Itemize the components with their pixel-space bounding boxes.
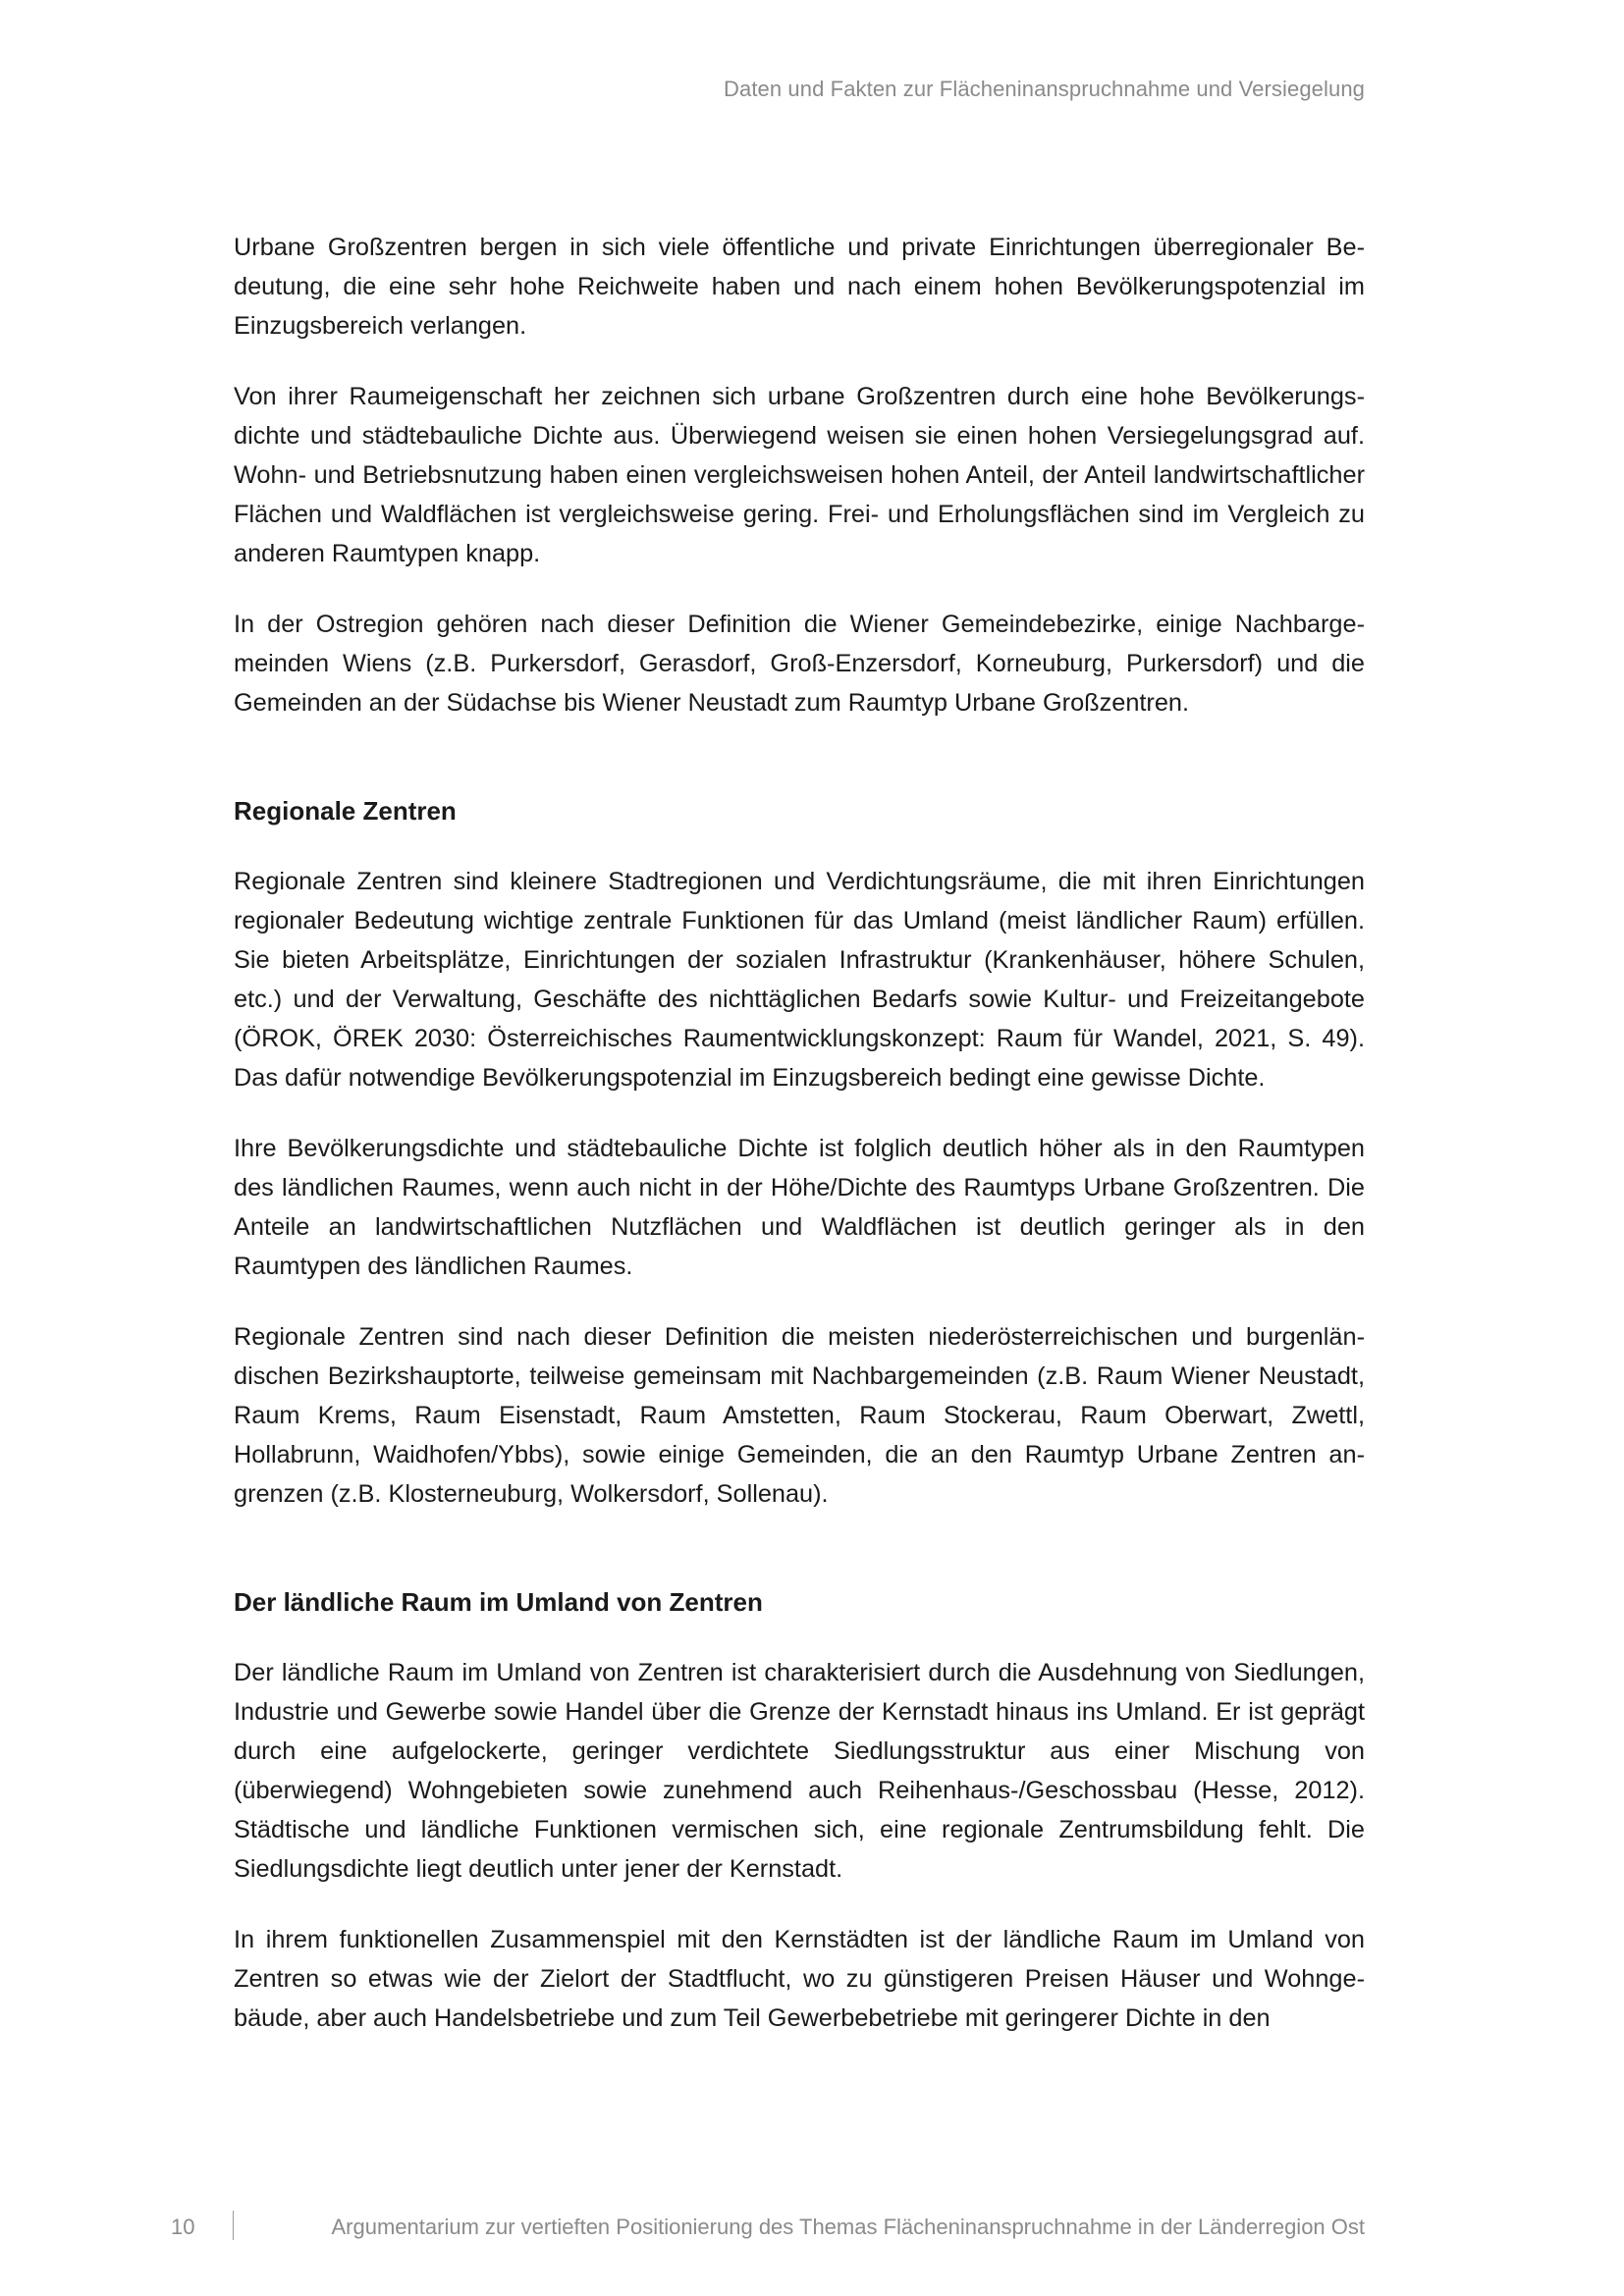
footer-document-title: Argumentarium zur vertieften Positionierung des Themas Flächeninanspruchnahme in der Länderregion Ost bbox=[331, 2215, 1365, 2239]
paragraph-urbane-grosszentren-intro: Urbane Großzentren bergen in sich viele öffentliche und private Einrichtungen überregionaler Bedeutung, die eine sehr hohe Reichweite haben und nach einem hohen Bevölkerungspotenzial im Einzugsbereich verlangen. bbox=[234, 234, 1365, 340]
running-header-title: Daten und Fakten zur Flächeninanspruchnahme und Versiegelung bbox=[724, 77, 1365, 101]
paragraph-regionale-zentren-definition: Regionale Zentren sind kleinere Stadtregionen und Verdichtungsräume, die mit ihren Einrichtungen regionaler Bedeutung wichtige zentrale Funktionen für das Umland (meist ländlicher Raum) erfüllen. Sie bieten Arbeitsplätze, Einrichtungen der sozialen Infrastruktur (Krankenhäuser, höhere Schulen, etc.) und der Verwaltung, Geschäfte des nichttäglichen Bedarfs sowie Kultur- und Freizeitangebote (ÖROK, ÖREK 2030: Österreichisches Raumentwicklungskonzept: Raum für Wandel, 2021, S. 49). Das dafür notwendige Bevölkerungspotenzial im Einzugsbereich bedingt eine gewisse Dichte. bbox=[234, 868, 1365, 1092]
paragraph-laendlicher-raum-charakteristik: Der ländliche Raum im Umland von Zentren ist charakterisiert durch die Ausdehnung von Siedlungen, Industrie und Gewerbe sowie Handel über die Grenze der Kernstadt hinaus ins Umland. Er ist geprägt durch eine aufgelockerte, geringer verdichtete Siedlungsstruktur aus einer Mischung von (überwiegend) Wohngebieten sowie zunehmend auch Reihenhaus-/Geschossbau (Hesse, 2012). Städtische und ländliche Funktionen vermischen sich, eine regionale Zentrumsbildung fehlt. Die Siedlungsdichte liegt deutlich unter jener der Kernstadt. bbox=[234, 1659, 1365, 1883]
section-heading-regionale-zentren: Regionale Zentren bbox=[234, 796, 457, 826]
page-number: 10 bbox=[171, 2215, 195, 2239]
page-footer bbox=[0, 2211, 1624, 2250]
paragraph-regionale-zentren-dichte: Ihre Bevölkerungsdichte und städtebauliche Dichte ist folglich deutlich höher als in den Raumtypen des ländlichen Raumes, wenn auch nicht in der Höhe/Dichte des Raumtyps Urbane Großzentren. Die Anteile an landwirtschaftlichen Nutzflächen und Waldflächen ist deutlich geringer als in den Raumtypen des ländlichen Raumes. bbox=[234, 1135, 1365, 1280]
footer-divider bbox=[233, 2211, 234, 2240]
paragraph-laendlicher-raum-stadtflucht: In ihrem funktionellen Zusammenspiel mit den Kernstädten ist der ländliche Raum im Umland von Zentren so etwas wie der Zielort der Stadtflucht, wo zu günstigeren Preisen Häuser und Wohngebäude, aber auch Handelsbetriebe und zum Teil Gewerbebetriebe mit geringerer Dichte in den bbox=[234, 1926, 1365, 2032]
paragraph-urbane-grosszentren-raumeigenschaft: Von ihrer Raumeigenschaft her zeichnen sich urbane Großzentren durch eine hohe Bevölkerungsdichte und städtebauliche Dichte aus. Überwiegend weisen sie einen hohen Versiegelungsgrad auf. Wohn- und Betriebsnutzung haben einen vergleichsweisen hohen Anteil, der Anteil landwirtschaftlicher Flächen und Waldflächen ist vergleichsweise gering. Frei- und Erholungsflächen sind im Vergleich zu anderen Raumtypen knapp. bbox=[234, 383, 1365, 567]
paragraph-urbane-grosszentren-ostregion: In der Ostregion gehören nach dieser Definition die Wiener Gemeindebezirke, einige Nachbargemeinden Wiens (z.B. Purkersdorf, Gerasdorf, Groß-Enzersdorf, Korneuburg, Purkersdorf) und die Gemeinden an der Südachse bis Wiener Neustadt zum Raumtyp Urbane Großzentren. bbox=[234, 611, 1365, 717]
page-body bbox=[234, 228, 1365, 2069]
section-heading-laendlicher-raum-umland: Der ländliche Raum im Umland von Zentren bbox=[234, 1587, 763, 1617]
paragraph-regionale-zentren-beispiele: Regionale Zentren sind nach dieser Definition die meisten niederösterreichischen und burgenländischen Bezirkshauptorte, teilweise gemeinsam mit Nachbargemeinden (z.B. Raum Wiener Neustadt, Raum Krems, Raum Eisenstadt, Raum Amstetten, Raum Stockerau, Raum Oberwart, Zwettl, Hollabrunn, Waidhofen/Ybbs), sowie einige Gemeinden, die an den Raumtyp Urbane Zentren angrenzen (z.B. Klosterneuburg, Wolkersdorf, Sollenau). bbox=[234, 1323, 1365, 1508]
